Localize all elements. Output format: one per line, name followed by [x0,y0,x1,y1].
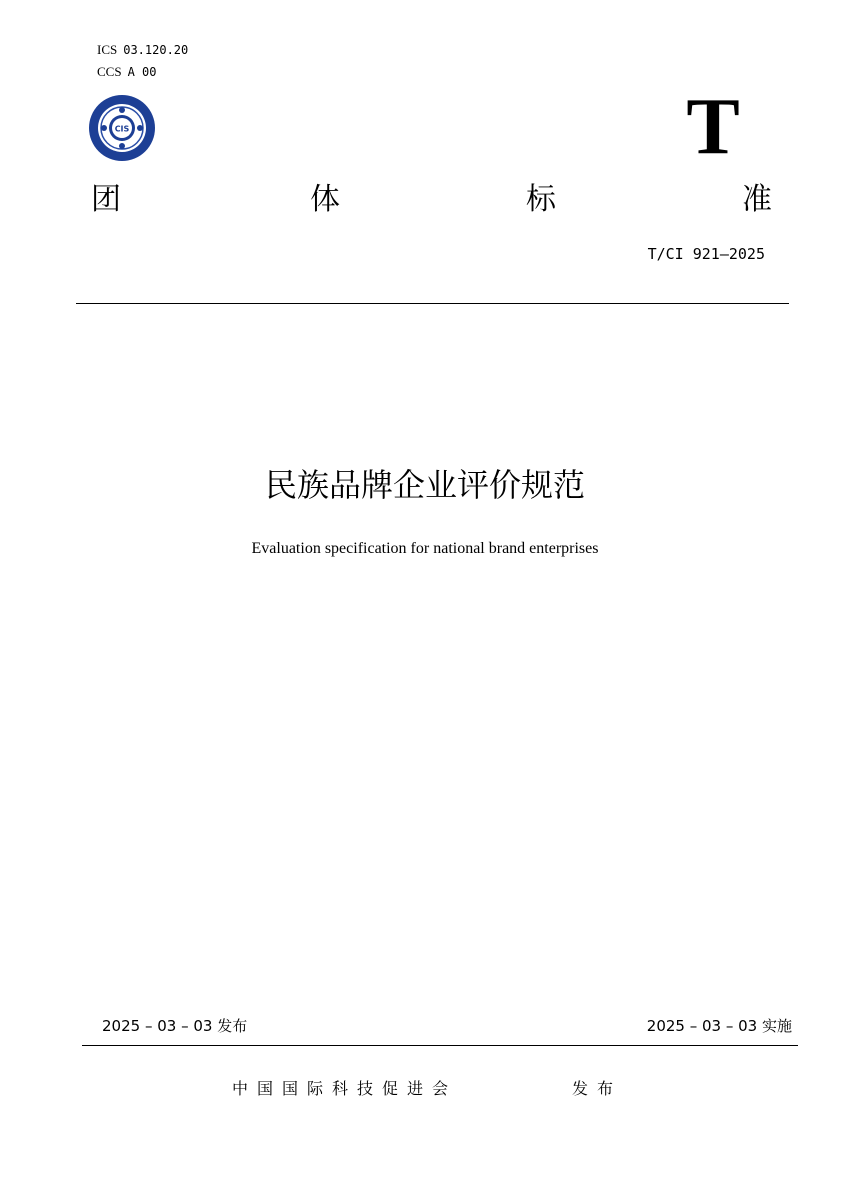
header-divider [76,303,789,304]
organization-logo [84,94,160,162]
standard-type-char-2: 体 [310,182,340,217]
standard-type-char-4: 准 [742,182,772,217]
document-title: 民族品牌企业评价规范 [264,466,585,504]
logo-text: CIS [114,124,130,134]
ics-code: 03.120.20 [123,43,189,57]
publisher-action: 发布 [572,1079,623,1098]
ccs-code: A 00 [127,65,157,79]
ccs-label: CCS [97,64,122,79]
publisher-name: 中国国际科技促进会 [232,1079,458,1098]
footer-divider [82,1045,798,1046]
ics-label: ICS [97,42,118,57]
standard-class-letter: T [686,83,740,171]
publish-date: 2025 – 03 – 03 发布 [102,1017,248,1035]
effective-date: 2025 – 03 – 03 实施 [646,1017,792,1035]
ccs-line [97,64,156,80]
standard-number: T/CI 921—2025 [647,245,765,263]
document-subtitle: Evaluation specification for national brand enterprises [251,540,599,557]
standard-type-char-3: 标 [526,182,556,217]
logo-emblem-icon [84,94,160,162]
standard-type-char-1: 团 [91,182,121,217]
ics-line [97,42,188,58]
